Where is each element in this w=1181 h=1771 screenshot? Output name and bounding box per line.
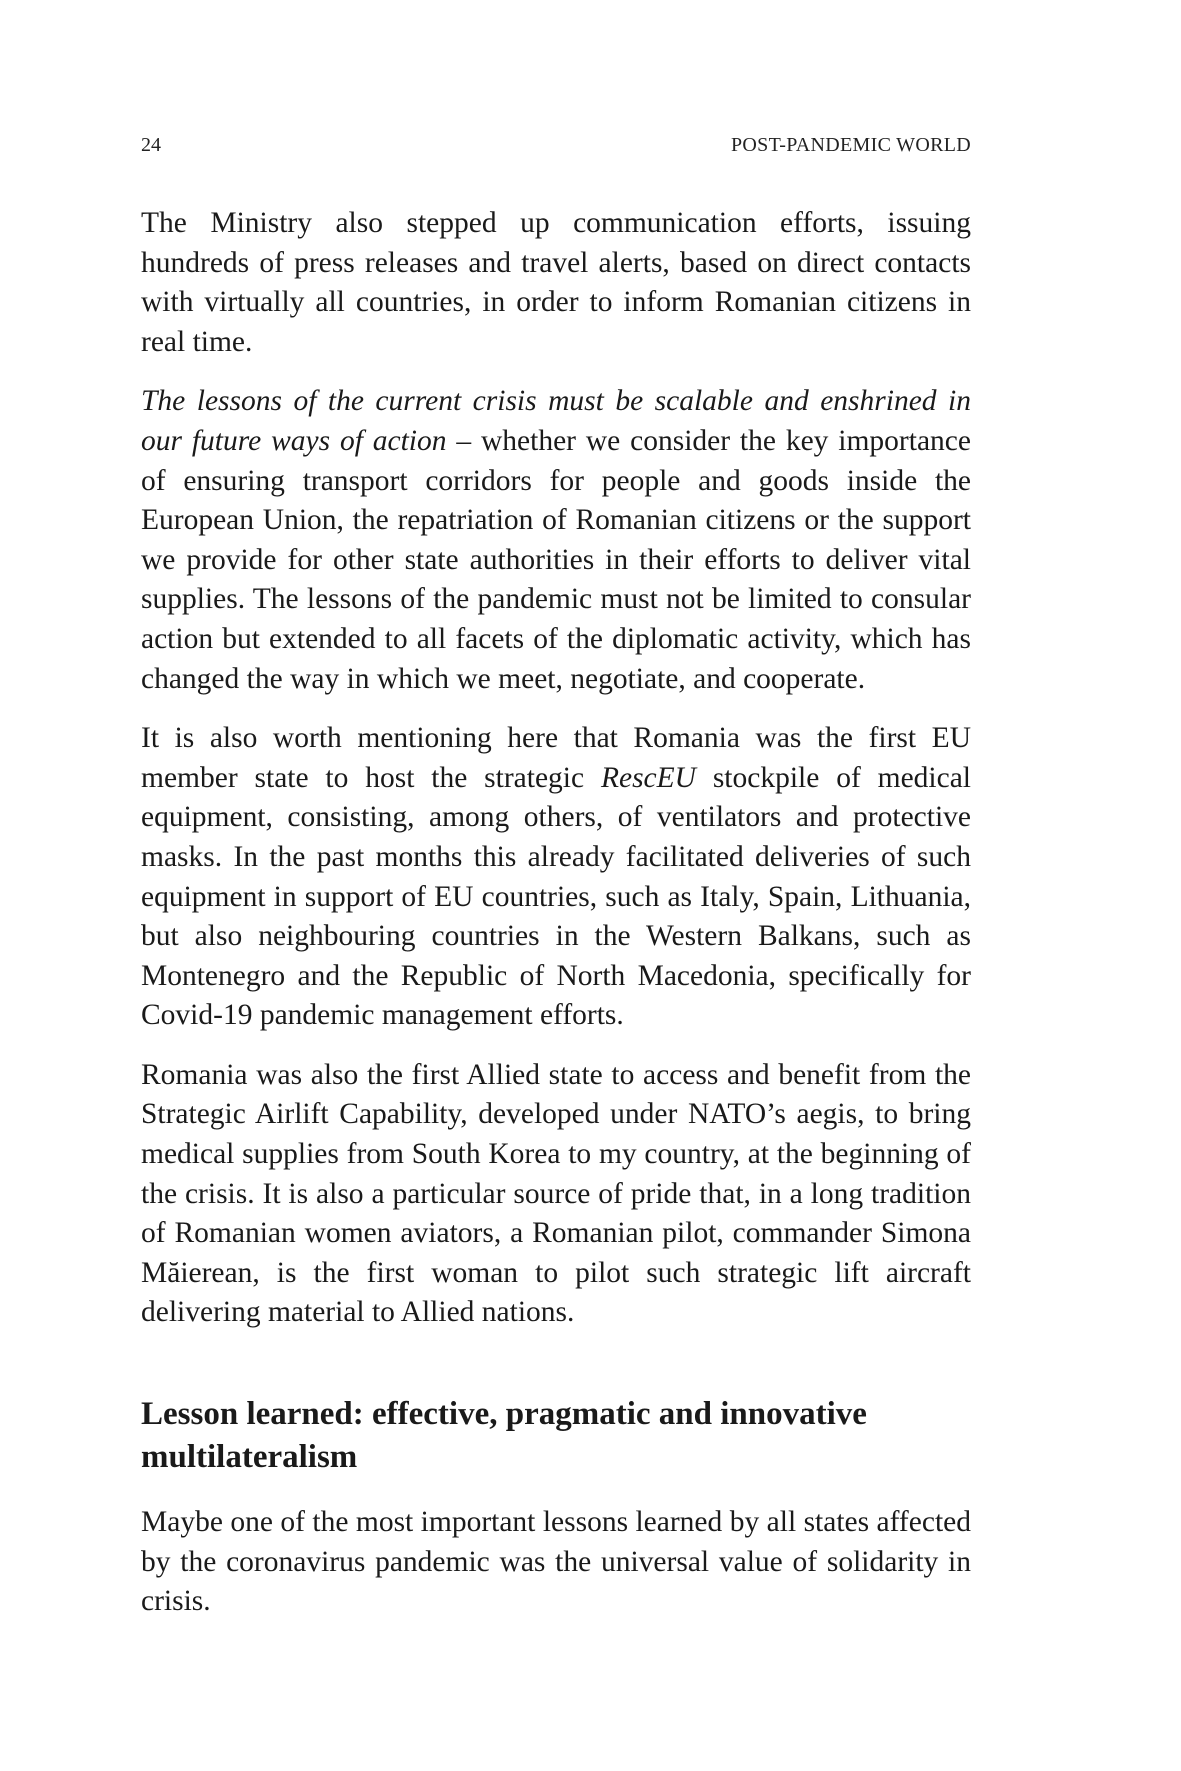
body-text (141, 204, 971, 1642)
running-head (141, 134, 971, 162)
running-title: POST-PANDEMIC WORLD (730, 134, 971, 156)
section-heading: Lesson learned: effective, pragmatic and innovative multilateralism (141, 1396, 867, 1476)
page-number: 24 (141, 134, 161, 156)
resceu-emphasis: RescEU (600, 761, 696, 794)
lessons-text: – whether we consider the key importance of ensuring transport corridors for people and goods inside the European Union, the repatriation of Romanian citizens or the support we provide for other state authorities in their efforts to deliver vital supplies. The lessons of the pandemic must not be limited to consular action but extended to all facets of the diplomatic activity, which has changed the way in which we meet, negotiate, and cooperate. (141, 424, 971, 695)
lessons-emphasis: The lessons of the current crisis must be scalable and enshrined in our future ways of action (141, 385, 971, 457)
paragraph-solidarity: Maybe one of the most important lessons learned by all states affected by the coronavirus pandemic was the universal value of solidarity in crisis. (141, 1506, 971, 1618)
paragraph-lessons (141, 382, 971, 699)
paragraph-communication: The Ministry also stepped up communication efforts, issuing hundreds of press releases and travel alerts, based on direct contacts with virtually all countries, in order to inform Romanian citizens in real time. (141, 207, 971, 358)
resceu-text-after: stockpile of medical equipment, consisting, among others, of ventilators and protective masks. In the past months this already facilitated deliveries of such equipment in support of EU countries, such as Italy, Spain, Lithuania, but also neighbouring countries in the Western Balkans, such as Montenegro and the Republic of North Macedonia, specifically for Covid-19 pandemic management efforts. (141, 761, 971, 1032)
resceu-text-before: It is also worth mentioning here that Romania was the first EU member state to host the strategic (141, 722, 971, 794)
paragraph-airlift: Romania was also the first Allied state to access and benefit from the Strategic Airlift Capability, developed under NATO’s aegis, to bring medical supplies from South Korea to my country, at the beginning of the crisis. It is also a particular source of pride that, in a long tradition of Romanian women aviators, a Romanian pilot, commander Simona Măierean, is the first woman to pilot such strategic lift aircraft delivering material to Allied nations. (141, 1058, 971, 1329)
paragraph-resceu (141, 719, 971, 1036)
book-page (141, 0, 971, 1771)
